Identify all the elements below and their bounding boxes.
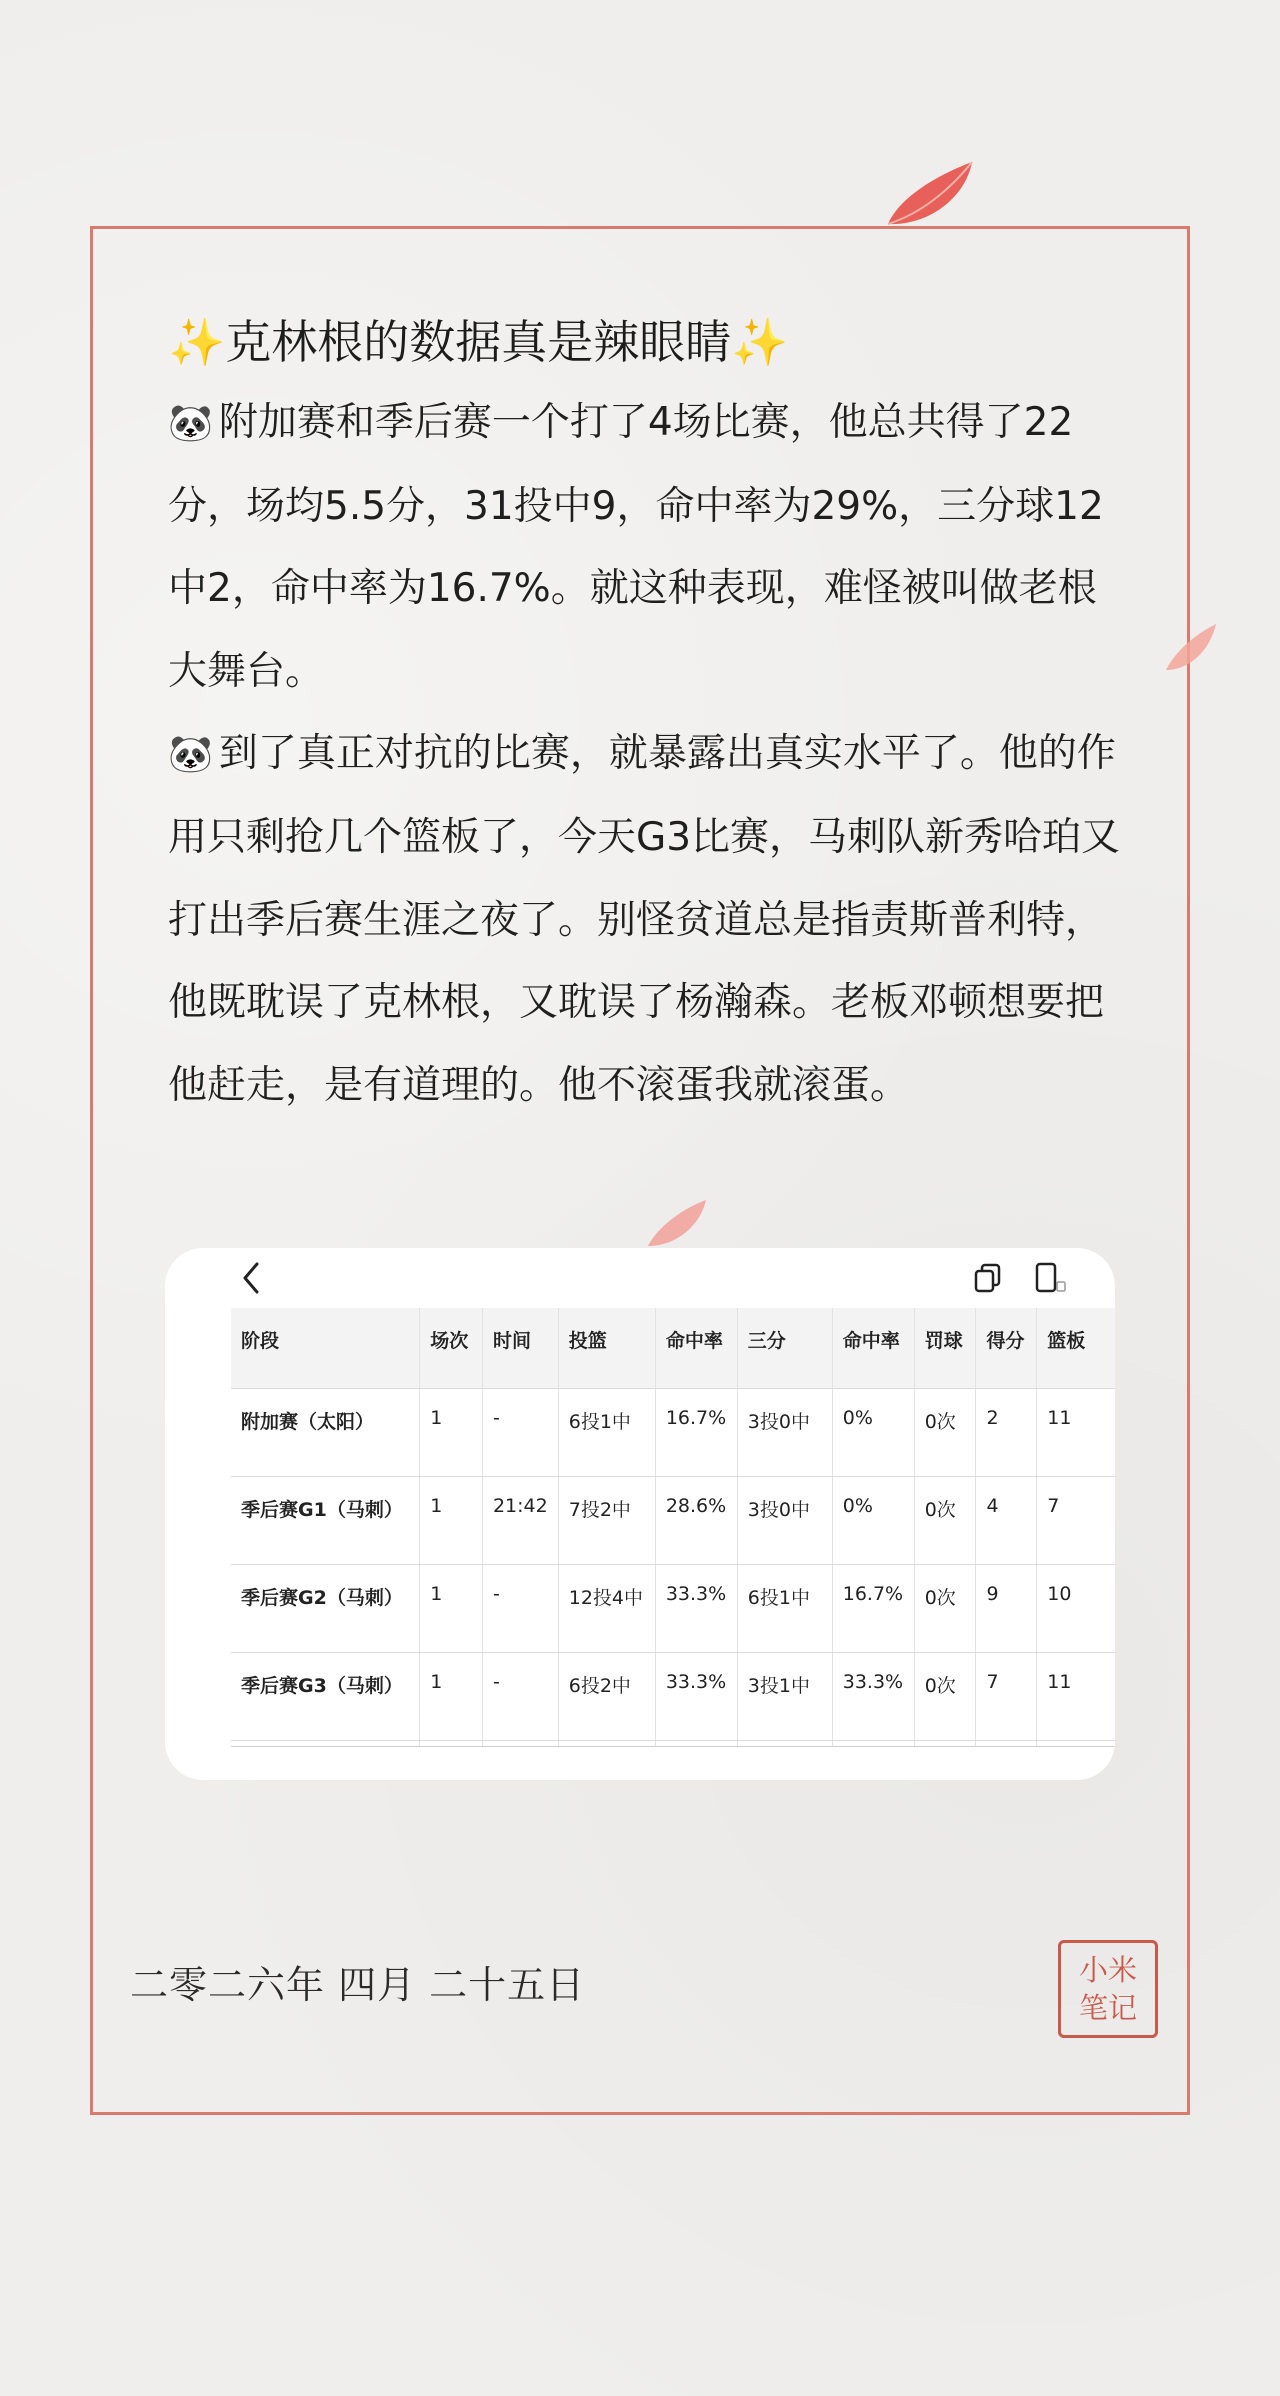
table-cell: 7 <box>1037 1476 1115 1564</box>
table-cell: 28.6% <box>655 1476 737 1564</box>
header-cell: 罚球 <box>914 1308 976 1388</box>
device-icon[interactable] <box>1033 1262 1067 1294</box>
article-title: ✨克林根的数据真是辣眼睛✨ <box>168 315 789 369</box>
table-cell: 季后赛G3（马刺） <box>231 1652 420 1740</box>
paragraph-1 <box>168 382 1128 713</box>
table-cell: 0% <box>832 1388 914 1476</box>
header-cell: 阶段 <box>231 1308 420 1388</box>
table-cell: 16.7% <box>832 1564 914 1652</box>
table-header-row <box>231 1308 1115 1388</box>
table-cell: 0次 <box>914 1388 976 1476</box>
screenshot-toolbar <box>165 1248 1115 1308</box>
table-cell: - <box>482 1652 558 1740</box>
table-cell: 季后赛G2（马刺） <box>231 1564 420 1652</box>
table-cell: 21:42 <box>482 1476 558 1564</box>
table-row <box>231 1652 1115 1740</box>
back-arrow-icon[interactable] <box>237 1260 267 1296</box>
stats-table <box>231 1308 1115 1747</box>
header-cell: 命中率 <box>832 1308 914 1388</box>
table-cell: 2 <box>976 1388 1037 1476</box>
table-cell: 附加赛（太阳） <box>231 1388 420 1476</box>
table-row-partial <box>231 1740 1115 1746</box>
table-cell: 16.7% <box>655 1388 737 1476</box>
table-cell: 1 <box>420 1564 483 1652</box>
table-cell: 1 <box>420 1476 483 1564</box>
petal-decoration-top <box>880 156 980 236</box>
table-cell: 6投1中 <box>558 1388 655 1476</box>
table-cell: 33.3% <box>655 1564 737 1652</box>
table-row <box>231 1476 1115 1564</box>
copy-icon[interactable] <box>973 1262 1003 1294</box>
petal-decoration-middle <box>644 1196 710 1252</box>
header-cell: 命中率 <box>655 1308 737 1388</box>
table-cell: 0次 <box>914 1564 976 1652</box>
table-cell: 4 <box>976 1476 1037 1564</box>
table-cell: 7投2中 <box>558 1476 655 1564</box>
seal-stamp <box>1058 1940 1158 2038</box>
table-row <box>231 1388 1115 1476</box>
seal-line-2: 笔记 <box>1078 1991 1137 2025</box>
header-cell: 篮板 <box>1037 1308 1115 1388</box>
seal-line-1: 小米 <box>1078 1953 1137 1987</box>
panda-icon: 🐼 <box>168 734 213 776</box>
date-text: 二零二六年 四月 二十五日 <box>130 1963 586 2007</box>
table-cell: - <box>482 1564 558 1652</box>
header-cell: 三分 <box>737 1308 832 1388</box>
paragraph-1-text: 附加赛和季后赛一个打了4场比赛，他总共得了22分，场均5.5分，31投中9，命中率为29%，三分球12中2，命中率为16.7%。就这种表现，难怪被叫做老根大舞台。 <box>168 400 1104 694</box>
petal-decoration-right <box>1160 620 1220 680</box>
table-cell: 10 <box>1037 1564 1115 1652</box>
table-cell: 0次 <box>914 1476 976 1564</box>
table-cell: 1 <box>420 1652 483 1740</box>
table-cell: 9 <box>976 1564 1037 1652</box>
header-cell: 得分 <box>976 1308 1037 1388</box>
table-cell: 6投1中 <box>737 1564 832 1652</box>
table-cell: 33.3% <box>832 1652 914 1740</box>
header-cell: 时间 <box>482 1308 558 1388</box>
table-cell: 0次 <box>914 1652 976 1740</box>
table-cell: 11 <box>1037 1388 1115 1476</box>
paragraph-2 <box>168 713 1128 1127</box>
table-cell: 33.3% <box>655 1652 737 1740</box>
table-cell: 3投0中 <box>737 1388 832 1476</box>
header-cell: 投篮 <box>558 1308 655 1388</box>
table-cell: - <box>482 1388 558 1476</box>
table-cell: 11 <box>1037 1652 1115 1740</box>
table-cell: 3投0中 <box>737 1476 832 1564</box>
article-content <box>168 302 1128 1127</box>
table-row <box>231 1564 1115 1652</box>
table-cell: 7 <box>976 1652 1037 1740</box>
stats-screenshot <box>165 1248 1115 1780</box>
table-cell: 12投4中 <box>558 1564 655 1652</box>
table-cell: 6投2中 <box>558 1652 655 1740</box>
table-cell: 季后赛G1（马刺） <box>231 1476 420 1564</box>
header-cell: 场次 <box>420 1308 483 1388</box>
paragraph-2-text: 到了真正对抗的比赛，就暴露出真实水平了。他的作用只剩抢几个篮板了，今天G3比赛，马刺队新秀哈珀又打出季后赛生涯之夜了。别怪贫道总是指责斯普利特，他既耽误了克林根，又耽误了杨瀚森。老板邓顿想要把他赶走，是有道理的。他不滚蛋我就滚蛋。 <box>168 731 1121 1108</box>
table-cell: 3投1中 <box>737 1652 832 1740</box>
table-cell: 0% <box>832 1476 914 1564</box>
panda-icon: 🐼 <box>168 403 213 444</box>
table-cell: 1 <box>420 1388 483 1476</box>
